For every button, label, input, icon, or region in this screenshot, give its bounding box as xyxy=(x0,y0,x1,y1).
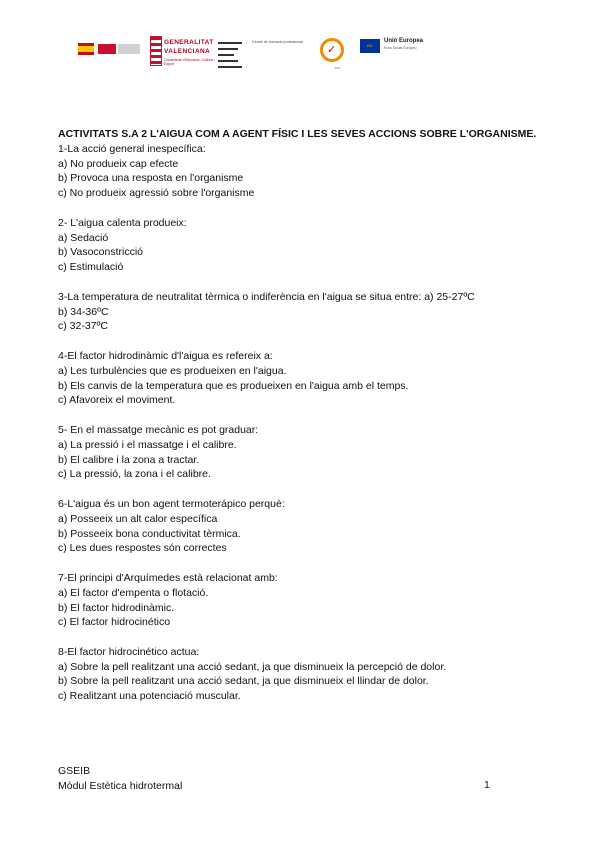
question-8 xyxy=(58,645,578,704)
question-option: a) Sedació xyxy=(58,231,109,244)
question-option: b) El factor hidrodinàmic. xyxy=(58,601,175,614)
question-option: c) Realitzant una potenciació muscular. xyxy=(58,690,241,703)
generalitat-line3: Conselleria d'Educació, Cultura i Esport xyxy=(164,58,215,66)
footer-module: Mòdul Estètica hidrotermal xyxy=(58,779,183,792)
ministerio-mark-2 xyxy=(118,44,140,54)
question-option: a) El factor d'empenta o flotació. xyxy=(58,586,209,599)
question-option: b) Provoca una resposta en l'organisme xyxy=(58,172,244,185)
question-option: a) Sobre la pell realitzant una acció sedant, ja que disminueix la percepció de dolor. xyxy=(58,660,447,673)
eu-subtitle: Fons Social Europeu xyxy=(384,46,417,50)
seal-label: SGS xyxy=(334,66,341,70)
question-6 xyxy=(58,497,578,556)
ministerio-logo xyxy=(78,41,142,57)
question-text: 2- L'aigua calenta produeix: xyxy=(58,216,187,229)
question-text: 1-La acció general inespecífica: xyxy=(58,142,206,155)
question-text: 4-El factor hidrodinàmic d'l'aigua es refereix a: xyxy=(58,349,273,362)
question-option: b) El calibre i la zona a tractar. xyxy=(58,453,200,466)
question-option: a) La pressió i el massatge i el calibre. xyxy=(58,438,237,451)
question-option: b) 34-36ºC xyxy=(58,305,109,318)
question-text: 6-L'aigua és un bon agent termoterápico perquè: xyxy=(58,497,285,510)
page-footer xyxy=(58,764,498,794)
spain-flag-icon xyxy=(78,43,94,55)
generalitat-logo xyxy=(150,36,224,68)
question-text: 8-El factor hidrocinético actua: xyxy=(58,645,200,658)
ministerio-mark xyxy=(98,44,116,54)
question-text: 7-El principi d'Arquímedes està relacionat amb: xyxy=(58,571,278,584)
question-option: b) Els canvis de la temperatura que es produeixen en l'aigua amb el temps. xyxy=(58,379,409,392)
question-option: a) Les turbulències que es produeixen en l'aigua. xyxy=(58,364,287,377)
question-option: c) No produeix agressió sobre l'organisme xyxy=(58,187,255,200)
question-option: c) Estimulació xyxy=(58,261,124,274)
question-5 xyxy=(58,423,578,482)
school-logo xyxy=(218,38,244,72)
question-2 xyxy=(58,216,578,275)
question-option: a) Posseeix un alt calor específica xyxy=(58,512,218,525)
question-option: c) 32-37ºC xyxy=(58,320,108,333)
question-1 xyxy=(58,142,578,201)
quality-seal-icon: ✓ xyxy=(320,38,344,62)
eu-title: Unió Europea xyxy=(384,38,424,44)
question-7 xyxy=(58,571,578,630)
question-option: c) Afavoreix el moviment. xyxy=(58,394,176,407)
header-logos xyxy=(0,34,600,74)
question-option: b) Vasoconstricció xyxy=(58,246,144,259)
question-option: c) La pressió, la zona i el calibre. xyxy=(58,468,211,481)
school-info-text: Centre de formació professional xyxy=(252,40,303,44)
footer-course: GSEIB xyxy=(58,765,91,777)
document-body xyxy=(58,127,578,719)
page-number: 1 xyxy=(484,779,490,791)
question-option: b) Posseeix bona conductivitat tèrmica. xyxy=(58,527,241,540)
question-option: c) Les dues respostes són correctes xyxy=(58,542,227,555)
question-option: b) Sobre la pell realitzant una acció sedant, ja que disminueix el llindar de dolor. xyxy=(58,675,429,688)
question-text: 3-La temperatura de neutralitat tèrmica o indiferència en l'aigua se situa entre: a) 25-27ºC xyxy=(58,290,475,303)
question-4 xyxy=(58,349,578,408)
generalitat-line1: GENERALITAT xyxy=(164,39,214,46)
eu-flag-icon: EU xyxy=(360,39,380,53)
question-3 xyxy=(58,290,578,334)
document-title: ACTIVITATS S.A 2 L'AIGUA COM A AGENT FÍSIC I LES SEVES ACCIONS SOBRE L'ORGANISME. xyxy=(58,128,537,140)
generalitat-emblem-icon xyxy=(150,36,162,66)
generalitat-line2: VALENCIANA xyxy=(164,48,211,55)
question-option: c) El factor hidrocinético xyxy=(58,616,171,629)
question-option: a) No produeix cap efecte xyxy=(58,157,179,170)
question-text: 5- En el massatge mecànic es pot graduar: xyxy=(58,423,259,436)
